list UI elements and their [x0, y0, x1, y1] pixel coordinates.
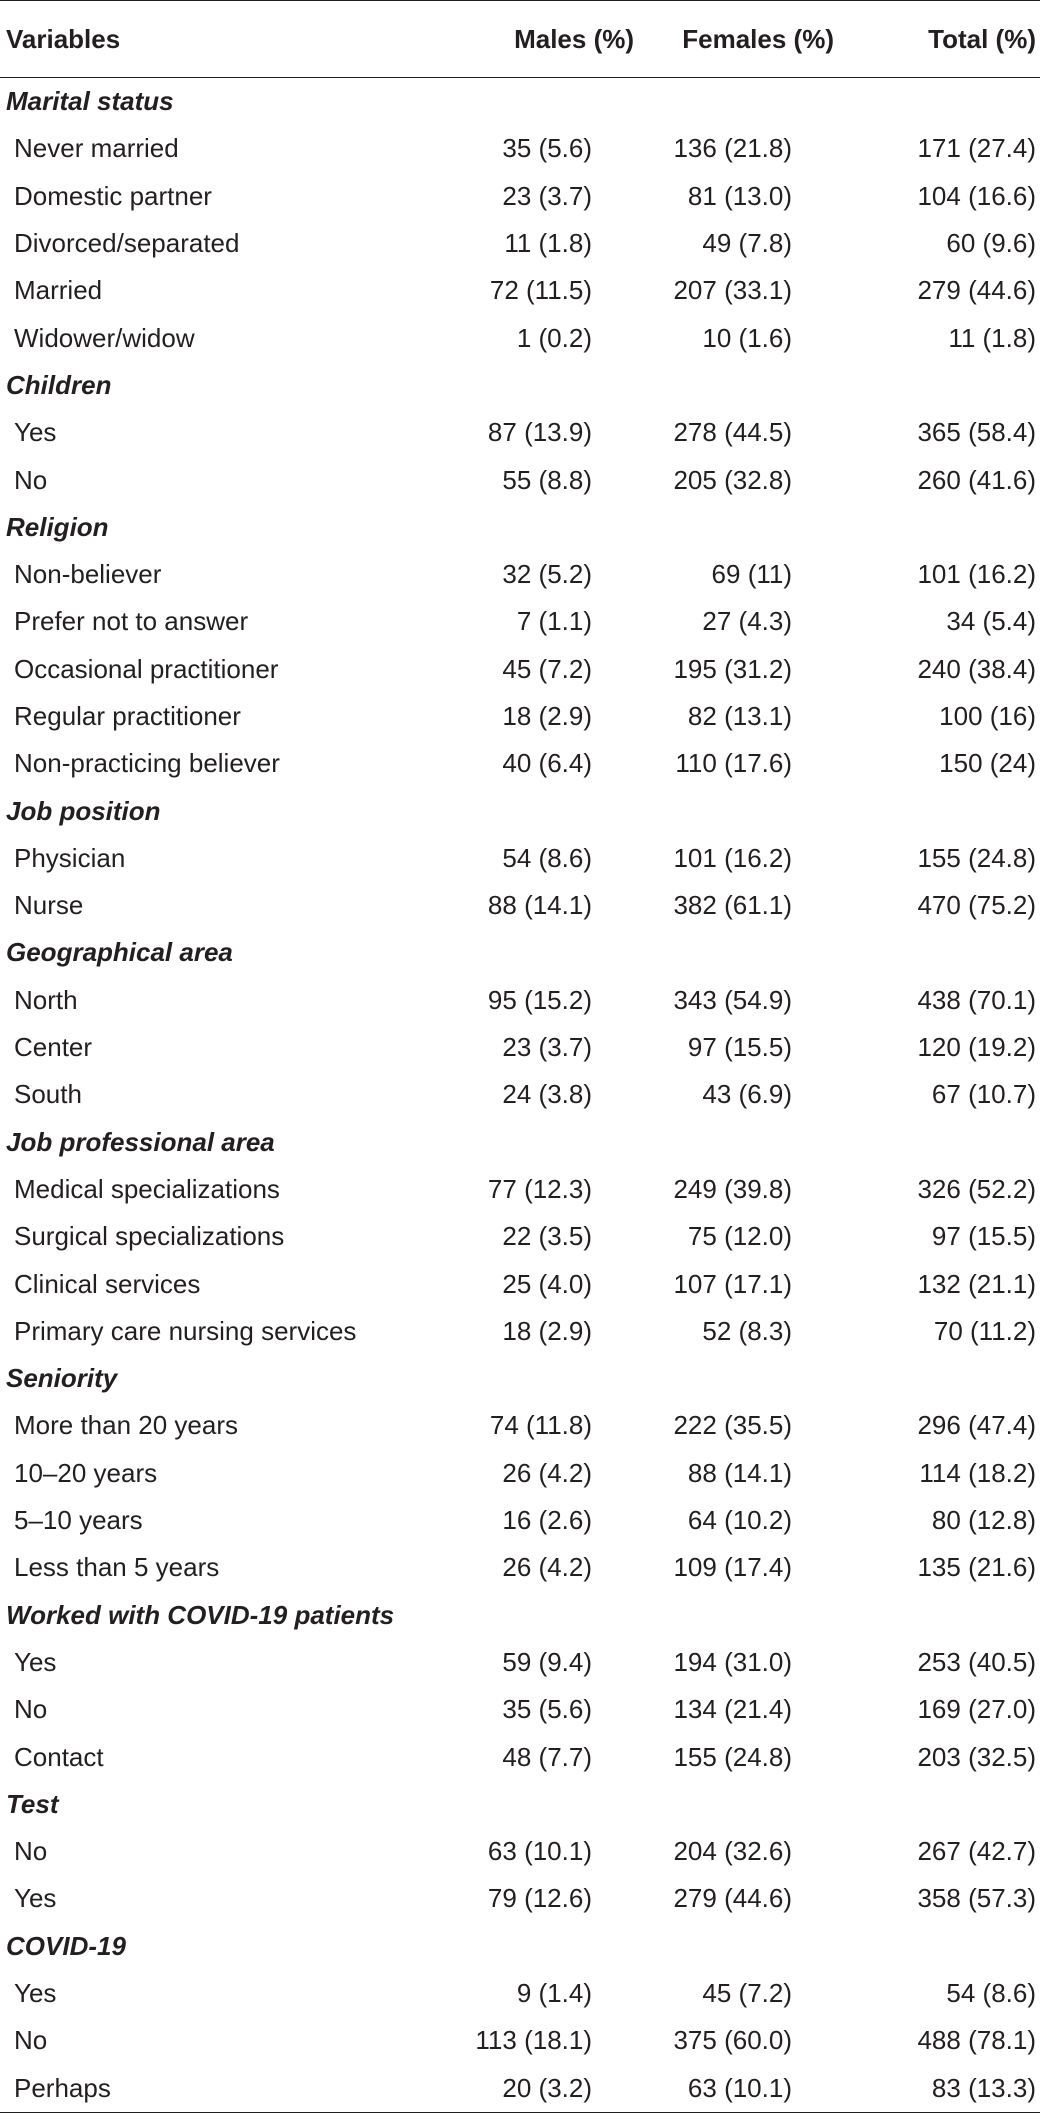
row-label: Prefer not to answer [14, 606, 249, 637]
males-cell: 24 (3.8) [502, 1079, 592, 1110]
table-row [0, 882, 1040, 929]
males-cell: 77 (12.3) [487, 1173, 592, 1204]
males-cell: 11 (1.8) [504, 228, 592, 259]
table-row [0, 835, 1040, 882]
section-row [0, 787, 1040, 834]
table-row [0, 740, 1040, 787]
header-females: Females (%) [640, 1, 840, 78]
row-label: Perhaps [0, 2064, 440, 2112]
total-cell: 135 (21.6) [917, 1552, 1036, 1583]
males-cell: 95 (15.2) [487, 984, 592, 1015]
males-cell: 20 (3.2) [440, 2064, 640, 2112]
row-label: No [14, 2025, 48, 2056]
total-cell: 296 (47.4) [917, 1410, 1036, 1441]
header-variables: Variables [0, 1, 440, 78]
females-cell: 49 (7.8) [702, 228, 792, 259]
table-row [0, 1639, 1040, 1686]
row-label: Less than 5 years [14, 1552, 220, 1583]
males-cell: 54 (8.6) [502, 842, 592, 873]
females-cell: 10 (1.6) [702, 322, 792, 353]
row-label: Contact [14, 1741, 104, 1772]
row-label: 10–20 years [14, 1457, 158, 1488]
males-cell: 18 (2.9) [502, 701, 592, 731]
table-row [0, 1071, 1040, 1118]
males-cell: 55 (8.8) [502, 464, 592, 495]
total-cell: 171 (27.4) [917, 133, 1036, 164]
total-cell: 60 (9.6) [946, 228, 1036, 259]
males-cell: 79 (12.6) [487, 1883, 592, 1914]
table-row [0, 314, 1040, 361]
section-row [0, 362, 1040, 409]
females-cell: 81 (13.0) [687, 180, 792, 211]
total-cell: 150 (24) [939, 748, 1036, 779]
row-label: Divorced/separated [14, 228, 240, 259]
section-title: Worked with COVID-19 patients [6, 1599, 395, 1630]
males-cell: 72 (11.5) [489, 275, 592, 306]
total-cell: 70 (11.2) [933, 1315, 1036, 1346]
section-title: Geographical area [6, 937, 233, 968]
row-label: Widower/widow [14, 322, 195, 353]
table-row [0, 1024, 1040, 1071]
section-row [0, 929, 1040, 976]
row-label: Never married [14, 133, 179, 164]
table-row [0, 409, 1040, 456]
total-cell: 203 (32.5) [917, 1741, 1036, 1772]
table-row [0, 1450, 1040, 1497]
males-cell: 48 (7.7) [502, 1741, 592, 1772]
females-cell: 375 (60.0) [673, 2025, 792, 2056]
males-cell: 35 (5.6) [502, 1694, 592, 1725]
total-cell: 365 (58.4) [917, 417, 1036, 448]
total-cell: 267 (42.7) [917, 1836, 1036, 1867]
total-cell: 67 (10.7) [931, 1079, 1036, 1110]
females-cell: 205 (32.8) [673, 464, 792, 495]
total-cell: 240 (38.4) [917, 653, 1036, 684]
row-label: Medical specializations [14, 1173, 280, 1204]
males-cell: 1 (0.2) [516, 322, 592, 353]
females-cell: 88 (14.1) [687, 1457, 792, 1488]
females-cell: 43 (6.9) [702, 1079, 792, 1110]
females-cell: 134 (21.4) [673, 1694, 792, 1725]
males-cell: 87 (13.9) [487, 417, 592, 448]
section-row [0, 1923, 1040, 1970]
females-cell: 97 (15.5) [687, 1032, 792, 1063]
row-label: Yes [14, 417, 57, 448]
row-label: Domestic partner [14, 180, 212, 211]
females-cell: 343 (54.9) [673, 984, 792, 1015]
row-label: More than 20 years [14, 1410, 239, 1441]
females-cell: 222 (35.5) [673, 1410, 792, 1441]
males-cell: 59 (9.4) [502, 1646, 592, 1677]
row-label: Occasional practitioner [14, 653, 279, 684]
males-cell: 26 (4.2) [502, 1457, 592, 1488]
females-cell: 195 (31.2) [673, 653, 792, 684]
males-cell: 35 (5.6) [502, 133, 592, 164]
table-row [0, 1828, 1040, 1875]
females-cell: 69 (11) [711, 559, 792, 590]
total-cell: 80 (12.8) [931, 1505, 1036, 1536]
table-row [0, 456, 1040, 503]
row-label: Center [14, 1032, 93, 1063]
total-cell: 83 (13.3) [840, 2064, 1040, 2112]
total-cell: 34 (5.4) [946, 606, 1036, 637]
row-label: Regular practitioner [14, 701, 241, 731]
total-cell: 104 (16.6) [917, 180, 1036, 211]
males-cell: 23 (3.7) [502, 180, 592, 211]
row-label: Surgical specializations [14, 1221, 285, 1252]
total-cell: 54 (8.6) [946, 1978, 1036, 2009]
males-cell: 26 (4.2) [502, 1552, 592, 1583]
section-row [0, 1781, 1040, 1828]
females-cell: 279 (44.6) [673, 1883, 792, 1914]
section-title: Job position [6, 795, 161, 826]
section-title: COVID-19 [6, 1930, 126, 1961]
section-row [0, 1119, 1040, 1166]
males-cell: 7 (1.1) [516, 606, 592, 637]
row-label: No [14, 464, 48, 495]
total-cell: 169 (27.0) [917, 1694, 1036, 1725]
total-cell: 100 (16) [939, 701, 1036, 731]
females-cell: 136 (21.8) [673, 133, 792, 164]
females-cell: 52 (8.3) [702, 1315, 792, 1346]
males-cell: 16 (2.6) [502, 1505, 592, 1536]
table-row [0, 125, 1040, 172]
table-row [0, 977, 1040, 1024]
section-title: Children [6, 369, 112, 400]
total-cell: 253 (40.5) [917, 1646, 1036, 1677]
section-title: Religion [6, 511, 109, 542]
table-row [0, 1544, 1040, 1591]
females-cell: 75 (12.0) [687, 1221, 792, 1252]
females-cell: 64 (10.2) [687, 1505, 792, 1536]
total-cell: 279 (44.6) [917, 275, 1036, 306]
females-cell: 109 (17.4) [673, 1552, 792, 1583]
females-cell: 27 (4.3) [702, 606, 792, 637]
total-cell: 438 (70.1) [917, 984, 1036, 1015]
total-cell: 132 (21.1) [917, 1268, 1036, 1299]
males-cell: 22 (3.5) [502, 1221, 592, 1252]
table-row [0, 1497, 1040, 1544]
table-row [0, 1686, 1040, 1733]
males-cell: 88 (14.1) [487, 890, 592, 921]
males-cell: 18 (2.9) [502, 1315, 592, 1346]
row-label: South [14, 1079, 82, 1110]
table-body [0, 78, 1040, 2113]
row-label: Yes [14, 1646, 57, 1677]
total-cell: 155 (24.8) [917, 842, 1036, 873]
row-label: Yes [14, 1978, 57, 2009]
section-row [0, 504, 1040, 551]
females-cell: 82 (13.1) [687, 701, 792, 731]
females-cell: 110 (17.6) [675, 748, 792, 779]
males-cell: 23 (3.7) [502, 1032, 592, 1063]
total-cell: 101 (16.2) [917, 559, 1036, 590]
row-label: No [14, 1694, 48, 1725]
total-cell: 97 (15.5) [931, 1221, 1036, 1252]
table-row [0, 1260, 1040, 1307]
table-row [0, 1970, 1040, 2017]
total-cell: 120 (19.2) [917, 1032, 1036, 1063]
section-title: Marital status [6, 86, 174, 117]
row-label: North [14, 984, 78, 1015]
males-cell: 45 (7.2) [502, 653, 592, 684]
females-cell: 204 (32.6) [673, 1836, 792, 1867]
females-cell: 155 (24.8) [673, 1741, 792, 1772]
row-label: Non-practicing believer [14, 748, 280, 779]
table-row [0, 693, 1040, 740]
females-cell: 63 (10.1) [640, 2064, 840, 2112]
females-cell: 207 (33.1) [673, 275, 792, 306]
total-cell: 260 (41.6) [917, 464, 1036, 495]
females-cell: 249 (39.8) [673, 1173, 792, 1204]
total-cell: 11 (1.8) [948, 322, 1036, 353]
row-label: Physician [14, 842, 126, 873]
females-cell: 278 (44.5) [673, 417, 792, 448]
table-row [0, 646, 1040, 693]
header-males: Males (%) [440, 1, 640, 78]
table-row [0, 1402, 1040, 1449]
table-row [0, 1308, 1040, 1355]
table-row [0, 2017, 1040, 2064]
row-label: Non-believer [14, 559, 162, 590]
total-cell: 488 (78.1) [917, 2025, 1036, 2056]
row-label: Yes [14, 1883, 57, 1914]
table-row [0, 1213, 1040, 1260]
females-cell: 382 (61.1) [673, 890, 792, 921]
section-row [0, 1592, 1040, 1639]
females-cell: 194 (31.0) [673, 1646, 792, 1677]
row-label: Primary care nursing services [14, 1315, 357, 1346]
table-row [0, 220, 1040, 267]
header-total: Total (%) [840, 1, 1040, 78]
table-row [0, 2064, 1040, 2112]
row-label: No [14, 1836, 48, 1867]
total-cell: 358 (57.3) [917, 1883, 1036, 1914]
section-title: Seniority [6, 1363, 118, 1394]
table-row [0, 1875, 1040, 1922]
table-row [0, 551, 1040, 598]
females-cell: 107 (17.1) [673, 1268, 792, 1299]
total-cell: 114 (18.2) [919, 1457, 1036, 1488]
table-row [0, 1733, 1040, 1780]
males-cell: 63 (10.1) [487, 1836, 592, 1867]
females-cell: 45 (7.2) [702, 1978, 792, 2009]
section-title: Job professional area [6, 1126, 275, 1157]
males-cell: 74 (11.8) [489, 1410, 592, 1441]
males-cell: 9 (1.4) [516, 1978, 592, 2009]
table-row [0, 1166, 1040, 1213]
section-title: Test [6, 1788, 59, 1819]
females-cell: 101 (16.2) [673, 842, 792, 873]
header-row [0, 1, 1040, 78]
table-header [0, 1, 1040, 78]
total-cell: 326 (52.2) [917, 1173, 1036, 1204]
table-row [0, 267, 1040, 314]
males-cell: 40 (6.4) [502, 748, 592, 779]
row-label: Married [14, 275, 103, 306]
total-cell: 470 (75.2) [917, 890, 1036, 921]
row-label: Clinical services [14, 1268, 201, 1299]
table-row [0, 598, 1040, 645]
section-row [0, 1355, 1040, 1402]
row-label: 5–10 years [14, 1505, 143, 1536]
row-label: Nurse [14, 890, 84, 921]
males-cell: 32 (5.2) [502, 559, 592, 590]
males-cell: 113 (18.1) [475, 2025, 592, 2056]
males-cell: 25 (4.0) [502, 1268, 592, 1299]
section-row [0, 78, 1040, 126]
table-row [0, 173, 1040, 220]
